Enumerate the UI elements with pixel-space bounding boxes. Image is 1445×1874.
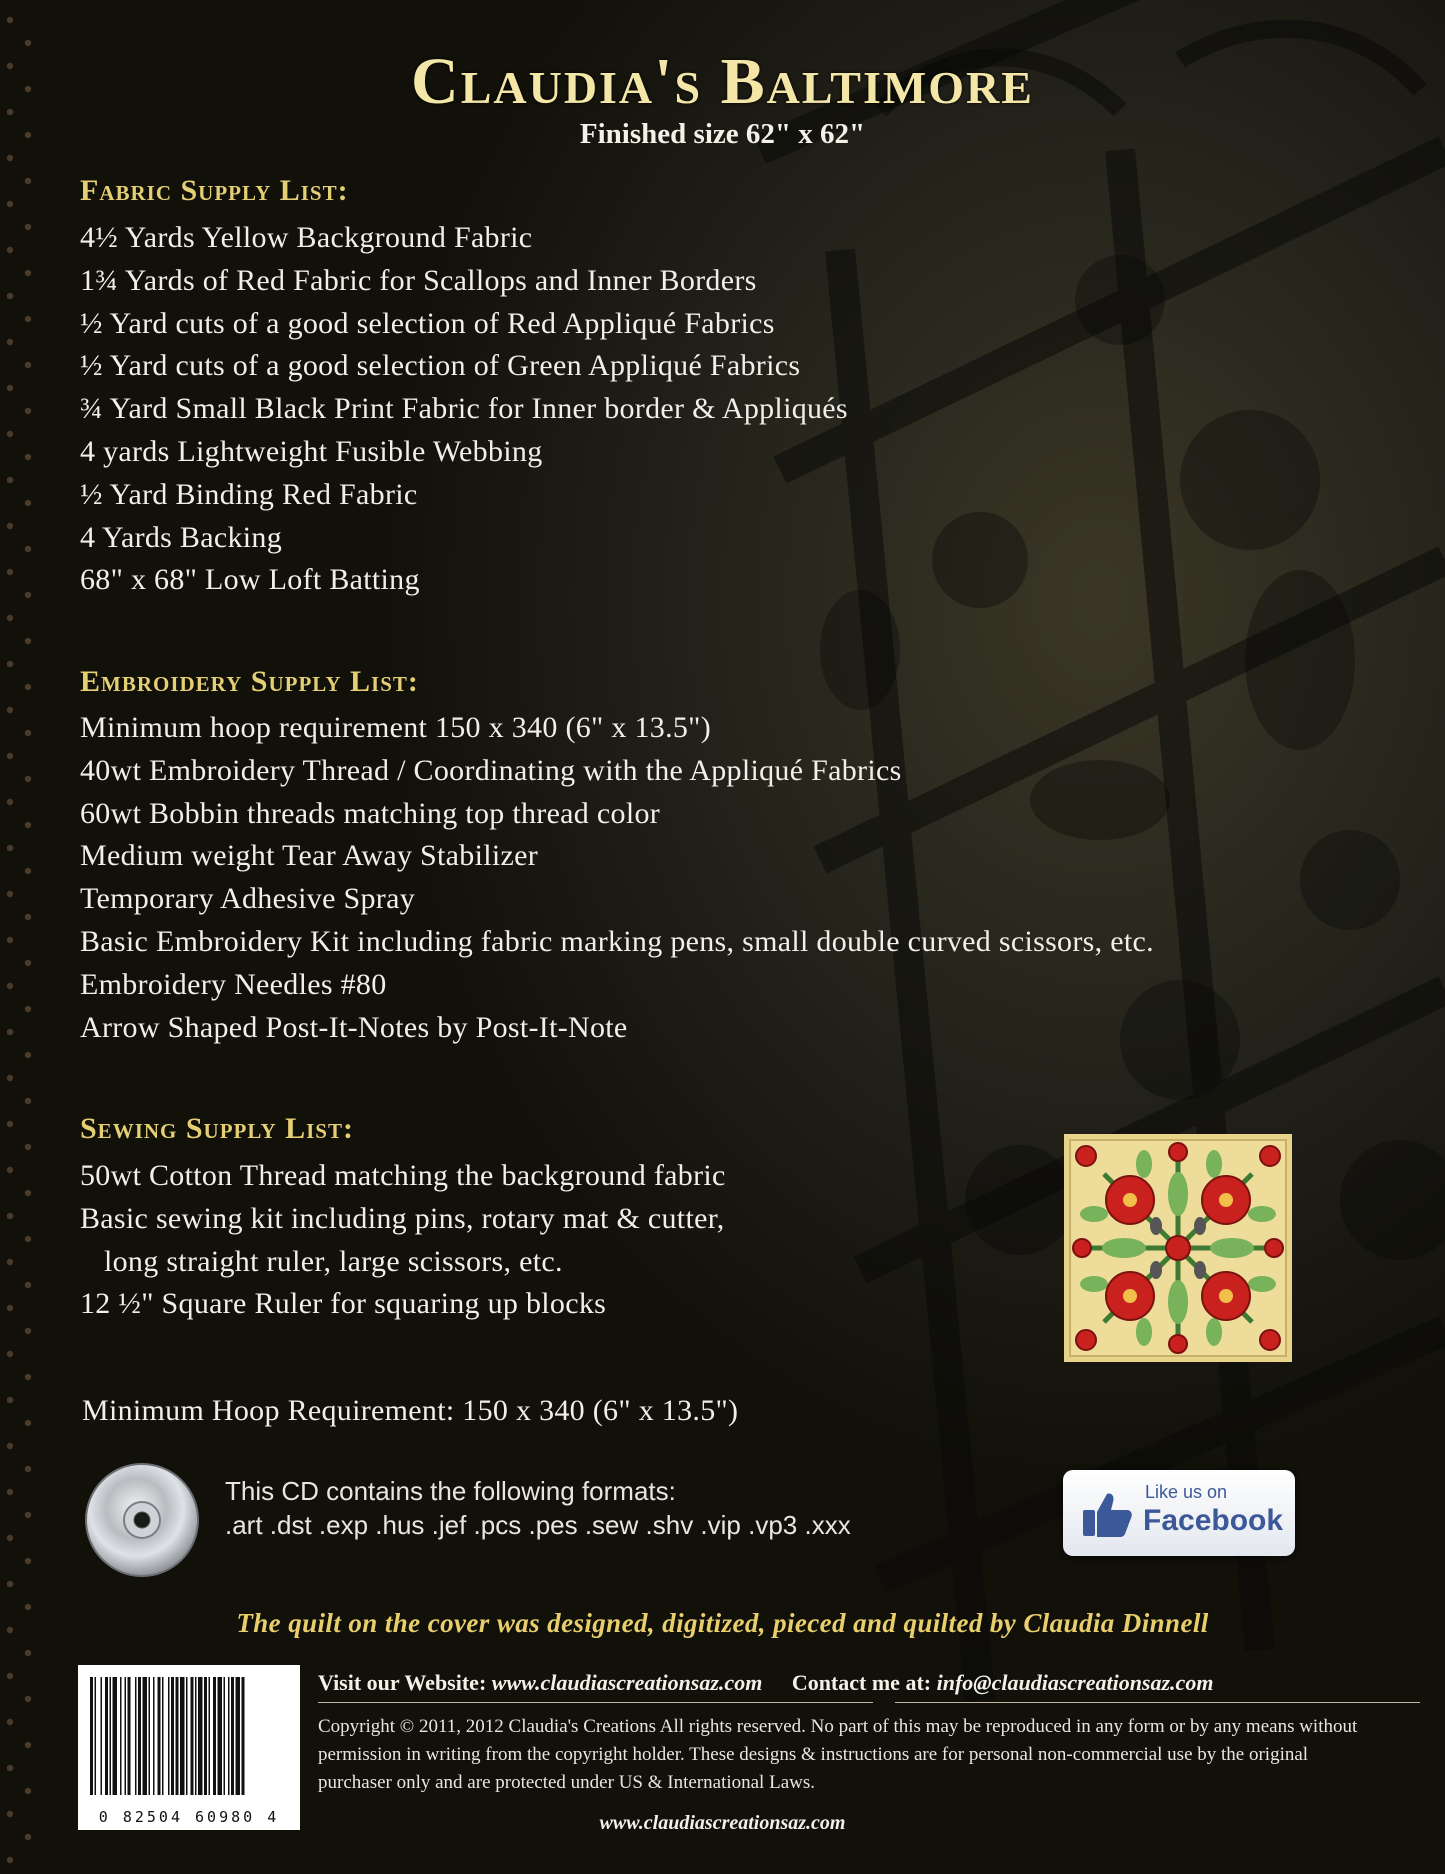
border-dot bbox=[7, 1351, 13, 1357]
border-dot bbox=[7, 1765, 13, 1771]
barcode-bar bbox=[204, 1677, 207, 1795]
border-dot bbox=[25, 1650, 31, 1656]
list-item: 40wt Embroidery Thread / Coordinating with the Appliqué Fabrics bbox=[80, 753, 902, 787]
barcode-bar bbox=[120, 1677, 122, 1795]
list-item: Embroidery Needles #80 bbox=[80, 967, 387, 1001]
border-dot bbox=[25, 1190, 31, 1196]
border-dot bbox=[7, 1719, 13, 1725]
website-label: Visit our Website: bbox=[318, 1670, 487, 1695]
barcode-bar bbox=[191, 1677, 194, 1795]
border-dot bbox=[25, 1420, 31, 1426]
border-dot bbox=[7, 1259, 13, 1265]
border-dot bbox=[7, 799, 13, 805]
barcode-bar bbox=[213, 1677, 216, 1795]
border-dot bbox=[25, 868, 31, 874]
barcode-bars bbox=[90, 1677, 288, 1795]
border-dot bbox=[7, 661, 13, 667]
border-dot bbox=[25, 316, 31, 322]
border-dot bbox=[25, 1006, 31, 1012]
border-dot bbox=[7, 293, 13, 299]
barcode-bar bbox=[236, 1677, 241, 1795]
border-dot bbox=[25, 1144, 31, 1150]
barcode-bar bbox=[162, 1677, 164, 1795]
embroidery-supply-heading: Embroidery Supply List: bbox=[80, 665, 419, 698]
border-dot bbox=[7, 385, 13, 391]
list-item: 12 ½" Square Ruler for squaring up blocks bbox=[80, 1287, 607, 1321]
border-dot bbox=[25, 1558, 31, 1564]
border-dot bbox=[25, 1696, 31, 1702]
barcode-bar bbox=[224, 1677, 226, 1795]
border-dot bbox=[25, 730, 31, 736]
border-dot bbox=[25, 224, 31, 230]
list-item: Minimum hoop requirement 150 x 340 (6" x 13.5") bbox=[80, 711, 712, 744]
contact-underline bbox=[895, 1702, 1420, 1703]
border-dot bbox=[7, 477, 13, 483]
sewing-supply-heading: Sewing Supply List: bbox=[80, 1112, 354, 1145]
border-dot bbox=[25, 1236, 31, 1242]
list-item: 4½ Yards Yellow Background Fabric bbox=[80, 221, 533, 254]
border-dot bbox=[25, 1788, 31, 1794]
dotted-border bbox=[0, 0, 40, 1874]
barcode-bar bbox=[242, 1677, 245, 1795]
barcode-bar bbox=[198, 1677, 203, 1795]
barcode-bar bbox=[209, 1677, 211, 1795]
border-dot bbox=[7, 1535, 13, 1541]
border-dot bbox=[7, 1029, 13, 1035]
border-dot bbox=[7, 1489, 13, 1495]
email-label: Contact me at: bbox=[791, 1670, 932, 1695]
border-dot bbox=[7, 17, 13, 23]
barcode-bar bbox=[90, 1677, 93, 1795]
border-dot bbox=[25, 1328, 31, 1334]
list-item: Temporary Adhesive Spray bbox=[80, 882, 416, 916]
list-item: ½ Yard Binding Red Fabric bbox=[80, 477, 418, 511]
barcode-bar bbox=[143, 1677, 148, 1795]
border-dot bbox=[7, 155, 13, 161]
list-item: ¾ Yard Small Black Print Fabric for Inner border & Appliqués bbox=[80, 392, 848, 426]
quilt-block-image bbox=[1064, 1134, 1292, 1362]
list-item: ½ Yard cuts of a good selection of Red Appliqué Fabrics bbox=[80, 306, 775, 340]
border-dot bbox=[7, 1581, 13, 1587]
border-dot bbox=[7, 1305, 13, 1311]
border-dot bbox=[7, 707, 13, 713]
thumbs-up-icon bbox=[1081, 1490, 1133, 1538]
list-item: 4 yards Lightweight Fusible Webbing bbox=[80, 434, 543, 468]
border-dot bbox=[25, 1512, 31, 1518]
barcode-bar bbox=[110, 1677, 112, 1795]
border-dot bbox=[7, 1075, 13, 1081]
list-item: Basic Embroidery Kit including fabric marking pens, small double curved scissors, etc. bbox=[80, 924, 1154, 958]
border-dot bbox=[25, 454, 31, 460]
email-link[interactable]: info@claudiascreationsaz.com bbox=[936, 1670, 1214, 1695]
list-item: long straight ruler, large scissors, etc. bbox=[104, 1244, 563, 1278]
border-dot bbox=[7, 1121, 13, 1127]
contact-underline bbox=[318, 1702, 873, 1703]
hoop-requirement: Minimum Hoop Requirement: 150 x 340 (6" x 13.5") bbox=[82, 1394, 739, 1427]
border-dot bbox=[25, 1052, 31, 1058]
barcode-bar bbox=[105, 1677, 108, 1795]
list-item: 60wt Bobbin threads matching top thread color bbox=[80, 796, 661, 830]
contact-line bbox=[318, 1670, 1213, 1696]
cover-credit: The quilt on the cover was designed, digitized, pieced and quilted by Claudia Dinnell bbox=[236, 1608, 1209, 1638]
border-dot bbox=[7, 891, 13, 897]
cd-formats-list: .art .dst .exp .hus .jef .pcs .pes .sew .shv .vip .vp3 .xxx bbox=[225, 1510, 851, 1540]
page-title: Claudia's Baltimore bbox=[411, 45, 1034, 118]
barcode-bar bbox=[218, 1677, 223, 1795]
border-dot bbox=[7, 1213, 13, 1219]
list-item: Medium weight Tear Away Stabilizer bbox=[80, 839, 539, 873]
border-dot bbox=[7, 201, 13, 207]
border-dot bbox=[25, 500, 31, 506]
border-dot bbox=[25, 408, 31, 414]
barcode-bar bbox=[195, 1677, 197, 1795]
barcode-bar bbox=[171, 1677, 174, 1795]
border-dot bbox=[7, 753, 13, 759]
barcode-bar bbox=[95, 1677, 97, 1795]
barcode-bar bbox=[135, 1677, 137, 1795]
cd-text-line1: This CD contains the following formats: bbox=[225, 1476, 676, 1506]
border-dot bbox=[25, 638, 31, 644]
border-dot bbox=[7, 569, 13, 575]
border-dot bbox=[25, 1098, 31, 1104]
border-dot bbox=[25, 776, 31, 782]
border-dot bbox=[7, 1673, 13, 1679]
barcode-bar bbox=[113, 1677, 118, 1795]
cd-icon bbox=[82, 1460, 202, 1580]
barcode-bar bbox=[186, 1677, 188, 1795]
barcode-bar bbox=[149, 1677, 151, 1795]
list-item: Basic sewing kit including pins, rotary mat & cutter, bbox=[80, 1201, 725, 1235]
barcode-bar bbox=[180, 1677, 185, 1795]
border-dot bbox=[25, 270, 31, 276]
border-dot bbox=[25, 960, 31, 966]
barcode bbox=[78, 1665, 300, 1830]
border-dot bbox=[7, 845, 13, 851]
sewing-supply-list bbox=[80, 1155, 726, 1326]
list-item: 1¾ Yards of Red Fabric for Scallops and Inner Borders bbox=[80, 263, 757, 297]
border-dot bbox=[25, 1374, 31, 1380]
fabric-supply-list bbox=[80, 217, 848, 602]
website-link[interactable]: www.claudiascreationsaz.com bbox=[491, 1670, 763, 1695]
border-dot bbox=[7, 1857, 13, 1863]
border-dot bbox=[7, 1443, 13, 1449]
facebook-like-text: Like us on bbox=[1145, 1482, 1228, 1502]
border-dot bbox=[7, 523, 13, 529]
border-dot bbox=[7, 1397, 13, 1403]
border-dot bbox=[7, 247, 13, 253]
border-dot bbox=[25, 546, 31, 552]
border-dot bbox=[25, 684, 31, 690]
facebook-like-badge[interactable] bbox=[1063, 1470, 1295, 1556]
footer-website-link[interactable]: www.claudiascreationsaz.com bbox=[599, 1812, 846, 1834]
barcode-bar bbox=[138, 1677, 141, 1795]
cd-formats-text bbox=[225, 1474, 851, 1542]
barcode-number: 0 82504 60980 4 bbox=[98, 1808, 280, 1826]
border-dot bbox=[25, 914, 31, 920]
list-item: 4 Yards Backing bbox=[80, 520, 283, 554]
barcode-bar bbox=[128, 1677, 131, 1795]
border-dot bbox=[25, 822, 31, 828]
border-dot bbox=[25, 178, 31, 184]
list-item: ½ Yard cuts of a good selection of Green Appliqué Fabrics bbox=[80, 349, 801, 383]
border-dot bbox=[25, 1742, 31, 1748]
barcode-bar bbox=[168, 1677, 170, 1795]
copyright-notice: Copyright © 2011, 2012 Claudia's Creations All rights reserved. No part of this may be reproduced in any form or by any means without permission in writing from the copyright holder. These designs & instructions are for personal non-commercial use by the original purchaser only and are protected under US & International Laws. bbox=[318, 1716, 1358, 1793]
border-dot bbox=[25, 362, 31, 368]
barcode-bar bbox=[176, 1677, 179, 1795]
border-dot bbox=[7, 431, 13, 437]
border-dot bbox=[25, 592, 31, 598]
border-dot bbox=[25, 1466, 31, 1472]
fabric-supply-heading: Fabric Supply List: bbox=[80, 174, 349, 207]
border-dot bbox=[25, 1282, 31, 1288]
border-dot bbox=[7, 937, 13, 943]
border-dot bbox=[7, 983, 13, 989]
border-dot bbox=[7, 615, 13, 621]
embroidery-supply-list bbox=[80, 707, 1154, 1049]
finished-size: Finished size 62" x 62" bbox=[579, 118, 866, 150]
list-item: 50wt Cotton Thread matching the background fabric bbox=[80, 1159, 726, 1192]
barcode-bar bbox=[231, 1677, 234, 1795]
barcode-bar bbox=[101, 1677, 103, 1795]
barcode-bar bbox=[228, 1677, 230, 1795]
barcode-bar bbox=[158, 1677, 161, 1795]
facebook-name: Facebook bbox=[1143, 1504, 1284, 1537]
border-dot bbox=[7, 1167, 13, 1173]
barcode-bar bbox=[153, 1677, 155, 1795]
list-item: Arrow Shaped Post-It-Notes by Post-It-Note bbox=[80, 1010, 628, 1044]
border-dot bbox=[7, 339, 13, 345]
barcode-bar bbox=[125, 1677, 127, 1795]
list-item: 68" x 68" Low Loft Batting bbox=[80, 563, 420, 597]
